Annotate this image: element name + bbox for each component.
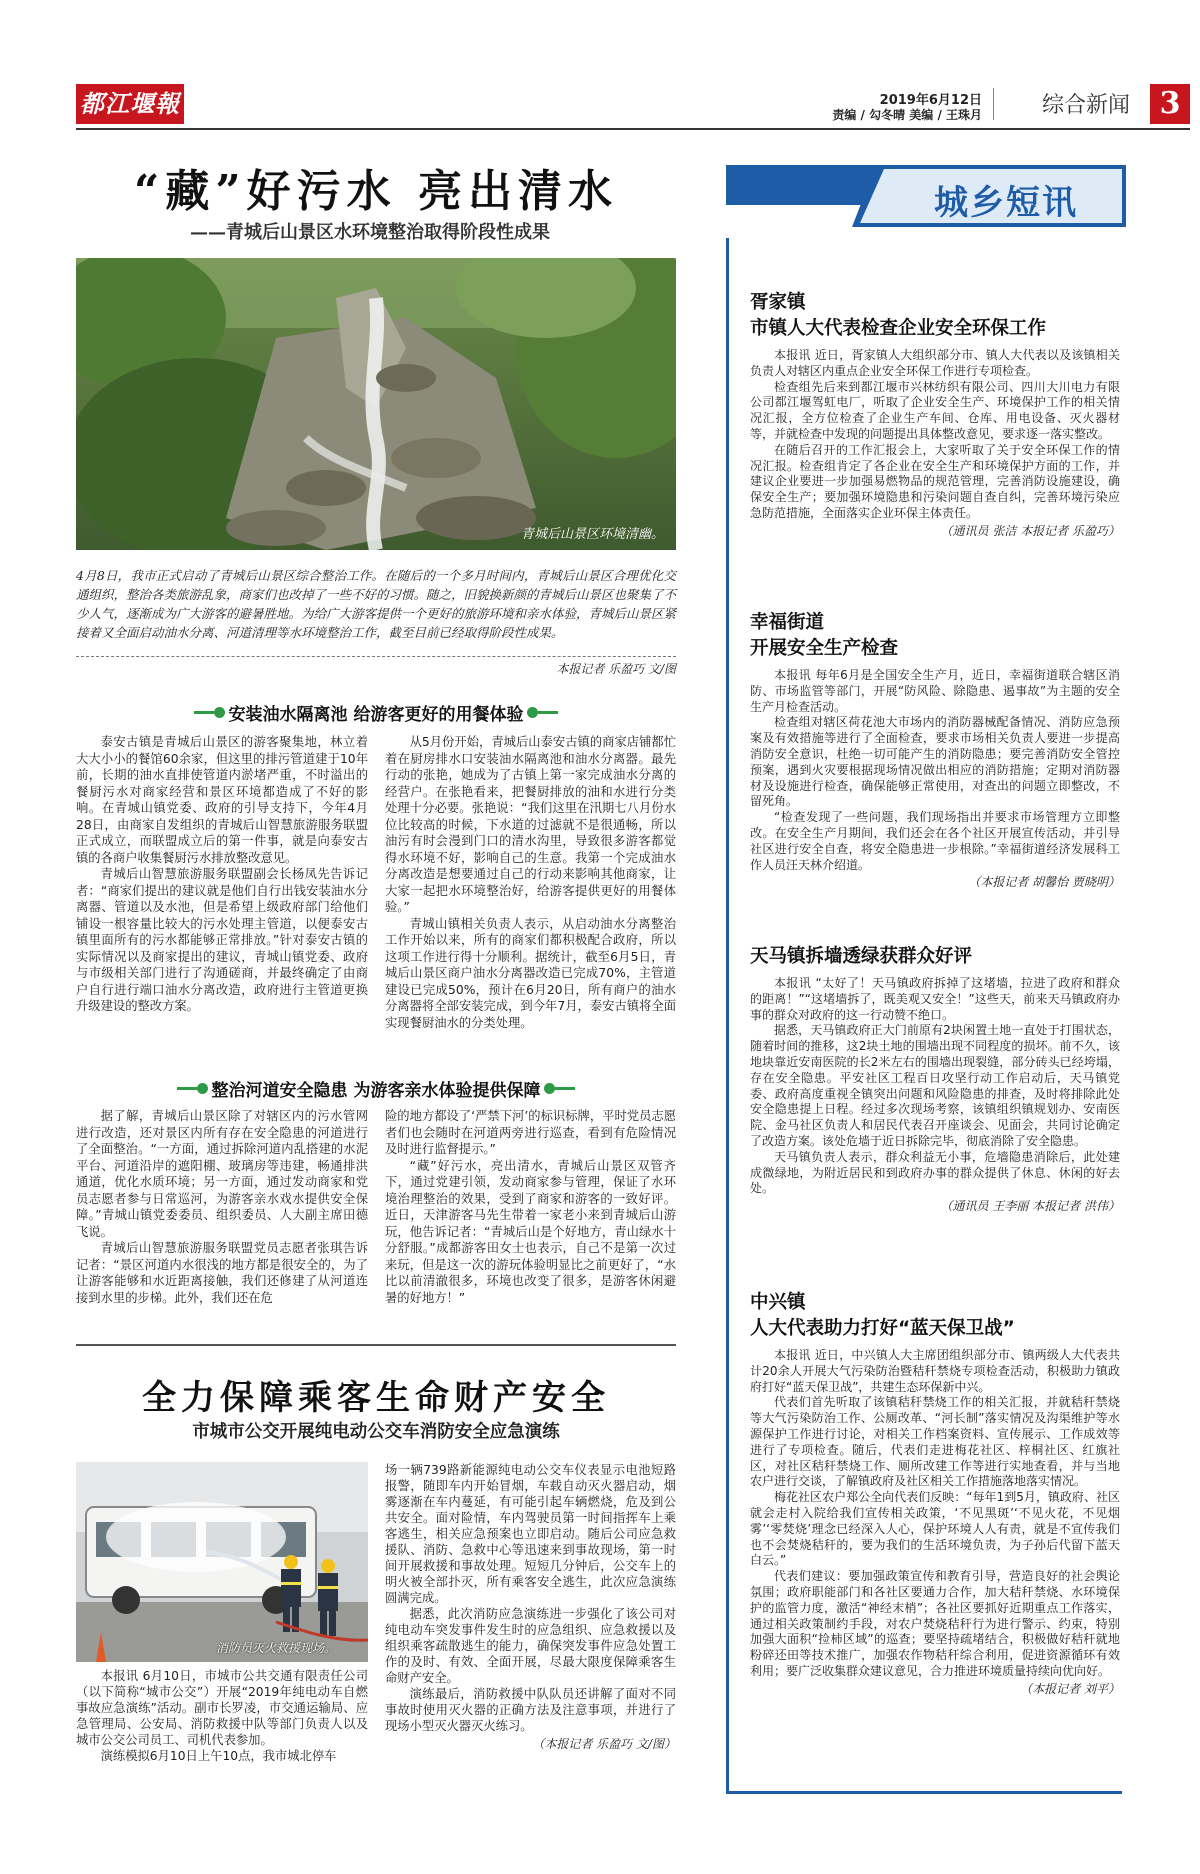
paragraph: 天马镇负责人表示，群众利益无小事，危墙隐患消除后，此处建成微绿地，为附近居民和到政府办事的群众提供了休息、休闲的好去处。 [750, 1149, 1120, 1196]
brief-title: 人大代表助力打好“蓝天保卫战” [750, 1318, 1015, 1339]
second-byline: （本报记者 乐盈巧 文/图） [532, 1737, 676, 1751]
paragraph: 检查组先后来到都江堰市兴林纺织有限公司、四川大川电力有限公司都江堰驾虹电厂，听取了企业安全生产、环境保护工作的相关情况汇报，全方位检查了企业生产车间、仓库、用电设备、灭火器材等，并就检查中发现的问题提出具体整改意见，要求逐一落实整改。 [750, 379, 1120, 441]
masthead-divider [993, 88, 994, 120]
second-column-1 [76, 1668, 368, 1764]
second-subheadline: 市城市公交开展纯电动公交车消防安全应急演练 [192, 1422, 560, 1442]
intro-divider [76, 656, 676, 657]
heading-accent-left [177, 1087, 197, 1090]
brief-title: 市镇人大代表检查企业安全环保工作 [750, 318, 1047, 339]
section2-column-2 [385, 1108, 676, 1306]
brief-signature: （通讯员 张洁 本报记者 乐盈巧） [940, 523, 1120, 538]
fire-drill-illustration [76, 1462, 368, 1662]
section1-heading [76, 700, 676, 725]
fire-drill-photo [76, 1462, 368, 1662]
paragraph: 本报讯 近日，中兴镇人大主席团组织部分市、镇两级人大代表共计20余人开展大气污染防治暨秸秆禁烧专项检查活动，积极助力镇政府打好“蓝天保卫战”，共建生态环保新中兴。 [750, 1348, 1120, 1394]
page-number: 3 [1150, 84, 1190, 124]
paragraph: 从5月份开始，青城后山泰安古镇的商家店铺都忙着在厨房排水口安装油水隔离池和油水分离器。最先行动的张艳，她成为了古镇上第一家完成油水分离的经营户。在张艳看来，把餐厨排放的油和水进行分类处理十分必要。张艳说：“我们这里在汛期七八月份水位比较高的时候，下水道的过滤就不是很通畅，所以油污有时会漫到门口的清水沟里，导致很多游客都觉得水环境不好，影响自己的生意。我第一个完成油水分离改造是想要通过自己的行动来影响其他商家，让大家一起把水环境整治好，给游客提供更好的用餐体验。” [385, 735, 676, 914]
paragraph: 泰安古镇是青城后山景区的游客聚集地，林立着大大小小的餐馆60余家，但这里的排污管道建于10年前，长期的油水直排使管道内淤堵严重，不时溢出的餐厨污水对商家经营和景区环境都造成了不好的影响。在青城山镇党委、政府的引导支持下，今年4月28日，由商家自发组织的青城后山智慧旅游服务联盟正式成立，而联盟成立后的第一件事，就是向泰安古镇的各商户收集餐厨污水排放整改意见。 [76, 735, 368, 865]
brief-place: 幸福街道 [750, 612, 825, 633]
brief-place: 胥家镇 [750, 292, 806, 313]
brief-title: 开展安全生产检查 [750, 638, 899, 659]
masthead [76, 84, 1190, 124]
section2-title: 整治河道安全隐患 为游客亲水体验提供保障 [211, 1081, 541, 1101]
section1-column-2 [385, 734, 676, 1031]
paragraph: 演练模拟6月10日上午10点，我市城北停车 [100, 1749, 337, 1763]
heading-accent-right [538, 711, 558, 714]
brief-item [750, 610, 1120, 890]
paragraph: 据悉，此次消防应急演练进一步强化了该公司对纯电动车突发事件发生时的应急组织、应急救援以及组织乘客疏散逃生的能力，确保突发事件应急处置工作的及时、有效、全面开展，尽最大限度保障乘客生命财产安全。 [385, 1607, 676, 1685]
paragraph: 险的地方都设了‘严禁下河’的标识标牌，平时党员志愿者们也会随时在河道两旁进行巡查，看到有危险情况及时进行监督提示。” [385, 1109, 676, 1156]
heading-dot-right [544, 1083, 555, 1094]
paragraph: 据悉，天马镇政府正大门前原有2块闲置土地一直处于打围状态，随着时间的推移，这2块土地的围墙出现不同程度的损坏。前不久，该地块靠近安南医院的长2米左右的围墙出现裂缝，部分砖头已经垮塌，存在安全隐患。平安社区工程百日攻坚行动工作启动后，天马镇党委、政府高度重视全镇突出问题和风险隐患的排查，及时将排除此处安全隐患提上日程。经过多次现场考察，该镇组织镇规划办、安南医院、金马社区负责人和居民代表召开座谈会、见面会，共同讨论确定了改造方案。该处危墙于近日拆除完毕，彻底消除了安全隐患。 [750, 1023, 1120, 1148]
paragraph: 代表们建议：要加强政策宣传和教育引导，营造良好的社会舆论氛围；政府职能部门和各社区要通力合作，加大秸秆禁烧、水环境保护的监管力度，激活“神经末梢”；各社区要抓好近期重点工作落实，通过相关政策制约手段，对农户焚烧秸秆行为进行警示、约束，特别加强大面积“捡柿区域”的巡查；要坚持疏堵结合，积极做好秸秆就地粉碎还田等技术推广，加强农作物秸秆综合利用，促进资源循环有效利用；要广泛收集群众建议意见，合力推进环境质量持续向优向好。 [750, 1569, 1120, 1678]
paragraph: “藏”好污水，亮出清水，青城后山景区双管齐下，通过党建引领，发动商家参与管理，保证了水环境治理整治的效果，受到了商家和游客的一致好评。近日，天津游客马先生带着一家老小来到青城后山游玩，他告诉记者：“青城后山是个好地方，青山绿水十分舒服。”成都游客田女士也表示，自己不是第一次过来玩，但是这一次的游玩体验明显比之前更好了，“水比以前清澈很多，环境也改变了很多，是游客休闲避暑的好地方！” [385, 1158, 676, 1305]
brief-place: 中兴镇 [750, 1292, 806, 1313]
brief-item [750, 290, 1120, 539]
waterfall-photo [76, 258, 676, 550]
brief-signature: （本报记者 胡馨怡 贾晓明） [968, 875, 1120, 890]
heading-accent-left [194, 711, 214, 714]
brief-title: 天马镇拆墙透绿获群众好评 [750, 946, 973, 967]
section1-title: 安装油水隔离池 给游客更好的用餐体验 [228, 705, 524, 725]
heading-accent-right [555, 1087, 575, 1090]
paragraph: 在随后召开的工作汇报会上，大家听取了关于安全环保工作的情况汇报。检查组肯定了各企业在安全生产和环境保护方面的工作，并建议企业要进一步加强易燃物品的规范管理，完善消防设施建设，确保安全生产；要加强环境隐患和污染问题自查自纠，完善环境污染应急防范措施，全面落实企业环保主体责任。 [750, 442, 1120, 520]
brief-item [750, 1290, 1120, 1697]
editors-credit: 责编 / 勾冬晴 美编 / 王珠月 [832, 108, 982, 122]
second-headline: 全力保障乘客生命财产安全 [142, 1378, 610, 1418]
heading-dot-right [527, 707, 538, 718]
photo-caption: 青城后山景区环境清幽。 [520, 527, 664, 542]
paragraph: 代表们首先听取了该镇秸秆禁烧工作的相关汇报，并就秸秆禁烧等大气污染防治工作、公厕改革、“河长制”落实情况及沟渠维护等水源保护工作进行讨论，对相关工作档案资料、宣传展示、工作成效等进行了专项检查。随后，代表们走进梅花社区、梓桐社区、红旗社区，对社区秸秆禁烧工作、厕所改建工作等进行实地查看，并与当地农户进行交谈，了解镇政府及社区相关工作措施落地落实情况。 [750, 1395, 1120, 1489]
lead-subheadline: ——青城后山景区水环境整治取得阶段性成果 [190, 222, 550, 243]
paragraph: 演练最后，消防救援中队队员还讲解了面对不同事故时使用灭火器的正确方法及注意事项，并进行了现场小型灭火器灭火练习。 [385, 1687, 676, 1733]
masthead-rule [76, 128, 1190, 130]
lead-headline: “藏”好污水 亮出清水 [134, 166, 618, 217]
lead-byline: 本报记者 乐盈巧 文/图 [556, 662, 676, 676]
paragraph: 检查组对辖区荷花池大市场内的消防器械配备情况、消防应急预案及有效措施等进行了全面检查，要求市场相关负责人要进一步提高消防安全意识，杜绝一切可能产生的消防隐患；要完善消防安全管控预案，遇到火灾要根据现场情况做出相应的消防措施；定期对消防器材及设施进行检查，确保能够正常使用，对查出的问题立即整改，不留死角。 [750, 715, 1120, 809]
paragraph: 青城后山智慧旅游服务联盟党员志愿者张琪告诉记者：“景区河道内水很浅的地方都是很安全的，为了让游客能够和水近距离接触，我们还修建了从河道连接到水里的步梯。此外，我们还在危 [76, 1241, 368, 1305]
paragraph: 青城山镇相关负责人表示，从启动油水分离整治工作开始以来，所有的商家们都积极配合政府，所以这项工作进行得十分顺利。据统计，截至6月5日，青城后山景区商户油水分离器改造已完成70%，主管道建设已完成50%，预计在6月20日，所有商户的油水分离器将全部安装完成，到今年7月，泰安古镇将全面实现餐厨油水的分类处理。 [385, 916, 676, 1030]
story-divider [76, 1344, 676, 1346]
paragraph: 青城后山智慧旅游服务联盟副会长杨凤先告诉记者：“商家们提出的建议就是他们自行出钱安装油水分离器、管道以及水池，但是希望上级政府部门给他们铺设一根容量比较大的污水处理主管道，以便泰安古镇里面所有的污水都能够正常排放。”针对泰安古镇的实际情况以及商家提出的建议，青城山镇党委、政府与市级相关部门进行了沟通磋商，并最终确定了由商户自行进行端口油水分离改造，政府进行主管道更换升级建设的整改方案。 [76, 867, 368, 1013]
brief-item [750, 944, 1120, 1214]
brief-signature: （本报记者 刘平） [1020, 1681, 1120, 1696]
briefs-banner-title: 城乡短讯 [934, 183, 1078, 223]
section1-column-1 [76, 734, 368, 1015]
section2-heading [76, 1076, 676, 1101]
brief-signature: （通讯员 王李丽 本报记者 洪伟） [940, 1199, 1120, 1214]
paragraph: 本报讯 6月10日，市城市公共交通有限责任公司（以下简称“城市公交”）开展“2019年纯电动车自燃事故应急演练”活动。副市长罗凌，市交通运输局、应急管理局、公安局、消防救援中队等部门负责人以及城市公交公司员工、司机代表参加。 [76, 1669, 368, 1747]
section2-column-1 [76, 1108, 368, 1306]
briefs-banner [726, 165, 1126, 233]
paragraph: 本报讯 近日，胥家镇人大组织部分市、镇人大代表以及该镇相关负责人对辖区内重点企业安全环保工作进行专项检查。 [750, 348, 1120, 378]
photo-caption: 消防员灭火救援现场。 [216, 1641, 337, 1655]
lead-intro: 4月8日，我市正式启动了青城后山景区综合整治工作。在随后的一个多月时间内，青城后山景区合理优化交通组织，整治各类旅游乱象，商家们也改掉了一些不好的习惯。随之，旧貌换新颜的青城后山景区也聚集了不少人气，逐渐成为广大游客的避暑胜地。为给广大游客提供一个更好的旅游环境和亲水体验，青城后山景区紧接着又全面启动油水分离、河道清理等水环境整治工作，截至目前已经取得阶段性成果。 [76, 568, 677, 640]
heading-dot-left [214, 707, 225, 718]
newspaper-logo: 都江堰報 [76, 84, 184, 124]
waterfall-photo-illustration [76, 258, 676, 550]
paragraph: 梅花社区农户郑公全向代表们反映：“每年1到5月，镇政府、社区就会走村入院给我们宣传相关政策，‘不见黑斑’‘不见火花，不见烟雾’‘零焚烧’理念已经深入人心，保护环境人人有责，就是不宣传我们也不会焚烧秸秆的，要为我们的生活环境负责，为子孙后代留下蓝天白云。” [750, 1490, 1120, 1568]
second-column-2 [385, 1462, 676, 1752]
section-name: 综合新闻 [1041, 93, 1130, 118]
paragraph: 本报讯 “太好了！天马镇政府拆掉了这堵墙，拉进了政府和群众的距离！”“这堵墙拆了，既美观又安全！”这些天，前来天马镇政府办事的群众对政府的这一行动赞不绝口。 [750, 976, 1120, 1022]
paragraph: 本报讯 每年6月是全国安全生产月，近日，幸福街道联合辖区消防、市场监管等部门，开展“防风险、除隐患、遏事故”为主题的安全生产月检查活动。 [750, 668, 1120, 714]
heading-dot-left [197, 1083, 208, 1094]
paragraph: 场一辆739路新能源纯电动公交车仪表显示电池短路报警，随即车内开始冒烟，车载自动灭火器启动，烟雾逐渐在车内蔓延，有可能引起车辆燃烧，危及到公共安全。面对险情，车内驾驶员第一时间指挥车上乘客逃生，相关应急预案也立即启动。随后公司应急救援队、消防、急救中心等迅速来到事故现场，第一时间开展救援和事故处理。短短几分钟后，公交车上的明火被全部扑灭，所有乘客安全逃生，此次应急演练圆满完成。 [385, 1463, 676, 1605]
paragraph: “检查发现了一些问题，我们现场指出并要求市场管理方立即整改。在安全生产月期间，我们还会在各个社区开展宣传活动，并引导社区进行安全自查，将安全隐患进一步根除。”幸福街道经济发展科工作人员汪天林介绍道。 [750, 810, 1120, 872]
issue-date: 2019年6月12日 [879, 93, 982, 108]
paragraph: 据了解，青城后山景区除了对辖区内的污水管网进行改造，还对景区内所有存在安全隐患的河道进行了全面整治。“一方面，通过拆除河道内乱搭建的水泥平台、河道沿岸的遮阳棚、玻璃房等违建，畅通排洪通道，优化水质环境；另一方面，通过发动商家和党员志愿者参与日常巡河，为游客亲水戏水提供安全保障。”青城山镇党委委员、组织委员、人大副主席田德飞说。 [76, 1109, 368, 1239]
